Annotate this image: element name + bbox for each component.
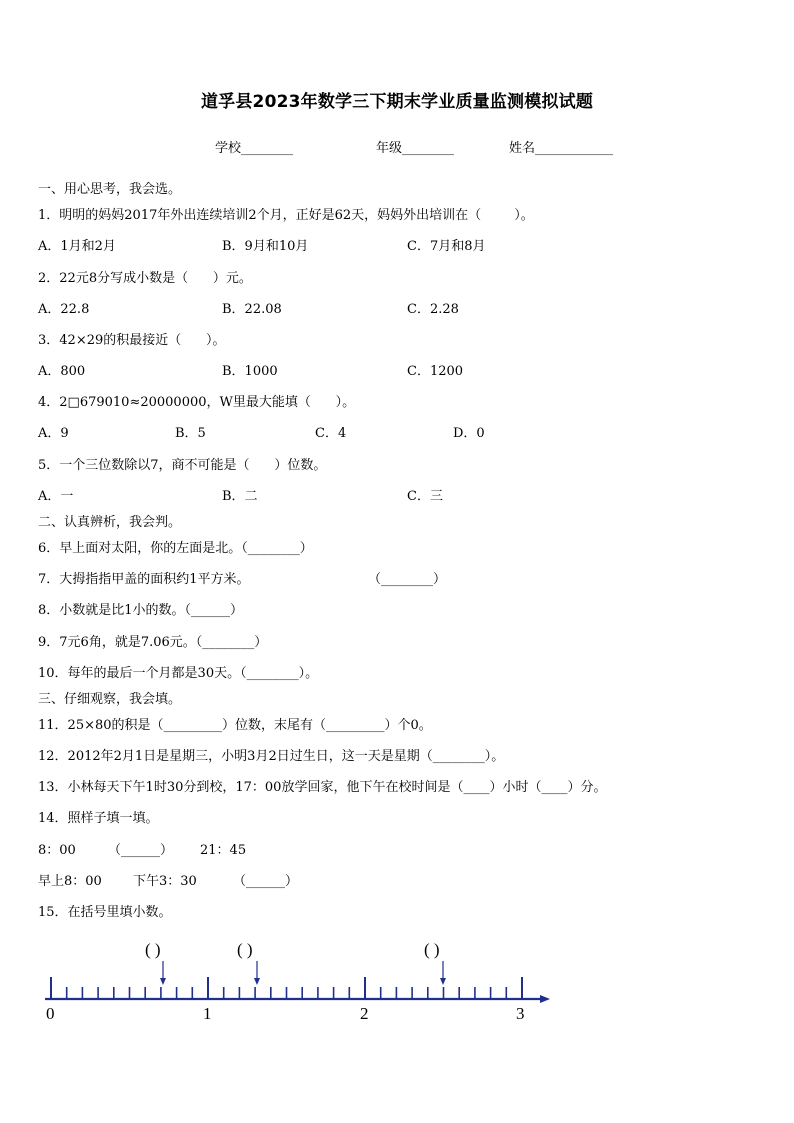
question-6[interactable]: 6．早上面对太阳，你的左面是北。（________）: [38, 541, 313, 556]
section-heading-1: 一、用心思考，我会选。: [38, 182, 182, 197]
q1-option-b[interactable]: B．9月和10月: [222, 239, 309, 254]
question-11[interactable]: 11．25×80的积是（_________）位数，末尾有（_________）个0。: [38, 718, 432, 733]
name-field[interactable]: 姓名____________: [509, 141, 614, 156]
section-heading-2: 二、认真辨析，我会判。: [38, 515, 182, 530]
q2-option-c[interactable]: C．2.28: [407, 302, 459, 317]
q1-option-c[interactable]: C．7月和8月: [407, 239, 486, 254]
question-3: 3．42×29的积最接近（ ）。: [38, 333, 226, 348]
pointer-arrow-3: [440, 961, 446, 985]
label-3: 3: [516, 1004, 525, 1023]
school-field[interactable]: 学校________: [215, 141, 294, 156]
q3-option-b[interactable]: B．1000: [222, 364, 278, 379]
q4-option-b[interactable]: B．5: [175, 426, 206, 441]
question-15: 15．在括号里填小数。: [38, 905, 172, 920]
question-13[interactable]: 13．小林每天下午1时30分到校，17：00放学回家，他下午在校时间是（____）小时（____）分。: [38, 780, 607, 795]
question-9[interactable]: 9．7元6角，就是7.06元。（________）: [38, 635, 268, 650]
q14-blank-2[interactable]: （______）: [233, 874, 299, 889]
question-7: 7．大拇指指甲盖的面积约1平方米。: [38, 572, 250, 587]
section-heading-3: 三、仔细观察，我会填。: [38, 692, 182, 707]
grade-field[interactable]: 年级________: [376, 141, 455, 156]
q4-option-d[interactable]: D．0: [453, 426, 485, 441]
page-title: 道孚县2023年数学三下期末学业质量监测模拟试题: [200, 92, 594, 112]
q14-time-2145: 21：45: [200, 843, 247, 858]
q2-option-a[interactable]: A．22.8: [38, 302, 90, 317]
question-4: 4．2□679010≈20000000，W里最大能填（ ）。: [38, 395, 356, 410]
q5-option-b[interactable]: B．二: [222, 489, 258, 504]
question-1: 1．明明的妈妈2017年外出连续培训2个月，正好是62天，妈妈外出培训在（ ）。: [38, 208, 534, 223]
label-2: 2: [360, 1004, 369, 1023]
pointer-arrow-2: [254, 961, 260, 985]
q14-example-time: 8：00: [38, 843, 76, 858]
label-0: 0: [46, 1004, 55, 1023]
blank-bracket-2[interactable]: ( ): [237, 940, 253, 959]
q3-option-c[interactable]: C．1200: [407, 364, 464, 379]
q14-morning-time: 早上8：00: [38, 874, 102, 889]
q14-blank-1[interactable]: （______）: [108, 843, 174, 858]
q4-option-a[interactable]: A．9: [38, 426, 69, 441]
number-line-figure: [40, 935, 560, 1025]
q7-answer-blank[interactable]: （________）: [368, 572, 447, 587]
blank-bracket-1[interactable]: ( ): [145, 940, 161, 959]
q1-option-a[interactable]: A．1月和2月: [38, 239, 116, 254]
q14-afternoon-time: 下午3：30: [133, 874, 197, 889]
q4-option-c[interactable]: C．4: [315, 426, 347, 441]
q5-option-a[interactable]: A．一: [38, 489, 74, 504]
question-8[interactable]: 8．小数就是比1小的数。（______）: [38, 603, 244, 618]
question-5: 5．一个三位数除以7，商不可能是（ ）位数。: [38, 458, 327, 473]
blank-bracket-3[interactable]: ( ): [424, 940, 440, 959]
q2-option-b[interactable]: B．22.08: [222, 302, 282, 317]
number-line-arrow: [540, 995, 550, 1003]
question-2: 2．22元8分写成小数是（ ）元。: [38, 271, 252, 286]
q5-option-c[interactable]: C．三: [407, 489, 443, 504]
number-line-ticks: [51, 977, 522, 999]
question-10[interactable]: 10．每年的最后一个月都是30天。（________）。: [38, 666, 319, 681]
pointer-arrow-1: [160, 961, 166, 985]
q3-option-a[interactable]: A．800: [38, 364, 86, 379]
label-1: 1: [203, 1004, 212, 1023]
question-12[interactable]: 12．2012年2月1日是星期三，小明3月2日过生日，这一天是星期（________）。: [38, 749, 505, 764]
question-14: 14．照样子填一填。: [38, 811, 159, 826]
